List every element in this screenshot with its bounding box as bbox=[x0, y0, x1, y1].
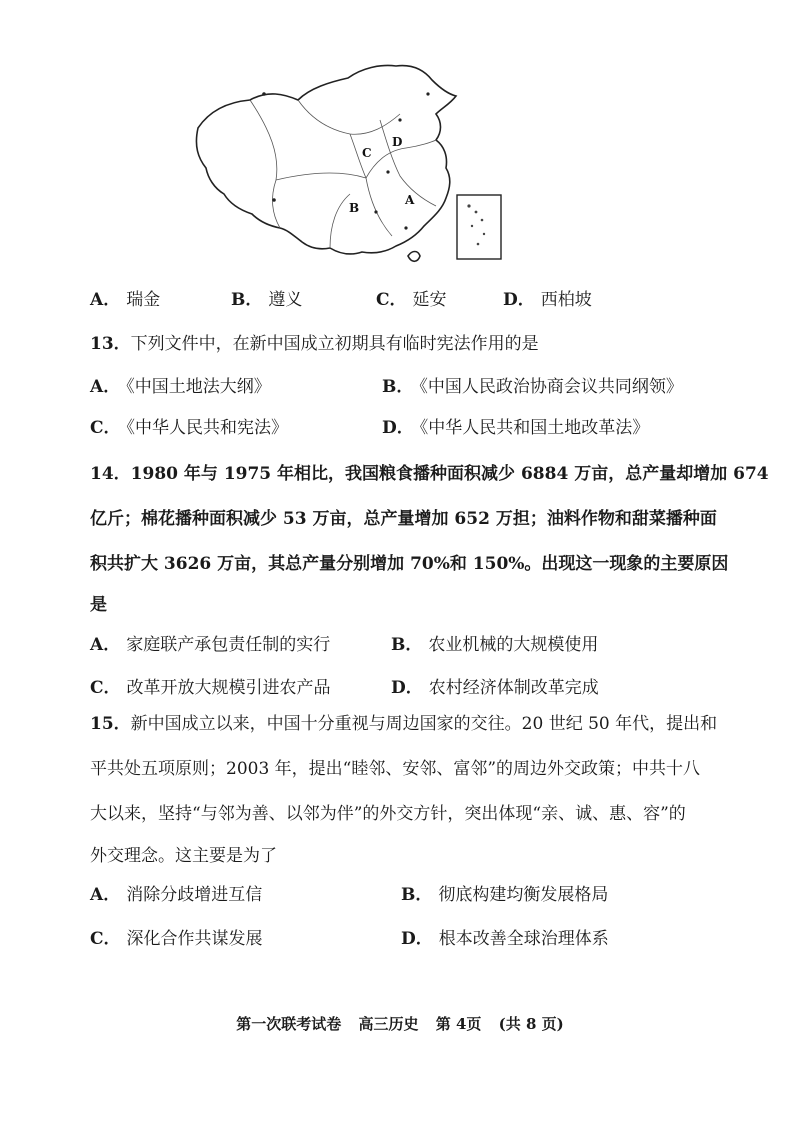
q15-option-a[interactable]: A． 消除分歧增进互信 bbox=[90, 885, 263, 905]
q12-option-a[interactable]: A． 瑞金 bbox=[90, 290, 161, 310]
q15-stem-line-3: 大以来，坚持“与邻为善、以邻为伴”的外交方针，突出体现“亲、诚、惠、容”的 bbox=[90, 804, 686, 824]
footer-exam-title: 第一次联考试卷 bbox=[236, 1015, 342, 1033]
map-label-d: D bbox=[392, 135, 403, 149]
china-outline bbox=[196, 66, 456, 262]
q14-option-d[interactable]: D． 农村经济体制改革完成 bbox=[391, 678, 599, 698]
q12-option-c[interactable]: C． 延安 bbox=[376, 290, 447, 310]
q15-stem-line-2: 平共处五项原则；2003 年，提出“睦邻、安邻、富邻”的周边外交政策；中共十八 bbox=[90, 759, 701, 779]
q14-stem-line-1: 14．1980 年与 1975 年相比，我国粮食播种面积减少 6884 万亩，总产量却增加 674 bbox=[90, 464, 769, 484]
page-footer bbox=[0, 1013, 800, 1034]
q14-option-b[interactable]: B． 农业机械的大规模使用 bbox=[391, 635, 599, 655]
q15-option-c[interactable]: C． 深化合作共谋发展 bbox=[90, 929, 263, 949]
q12-option-d[interactable]: D． 西柏坡 bbox=[503, 290, 592, 310]
q14-stem-line-4: 是 bbox=[90, 595, 107, 615]
map-label-c: C bbox=[362, 146, 372, 160]
map-label-a: A bbox=[405, 193, 415, 207]
q13-option-d[interactable]: D． 《中华人民共和国土地改革法》 bbox=[382, 418, 650, 438]
q14-stem-line-3: 积共扩大 3626 万亩，其总产量分别增加 70%和 150%。出现这一现象的主要原因 bbox=[90, 554, 729, 574]
city-dots bbox=[262, 92, 429, 229]
footer-total-pages: (共 8 页) bbox=[498, 1015, 564, 1033]
q15-stem-line-4: 外交理念。这主要是为了 bbox=[90, 846, 277, 866]
q12-option-b[interactable]: B． 遵义 bbox=[231, 290, 303, 310]
province-borders bbox=[250, 100, 436, 248]
q14-option-c[interactable]: C． 改革开放大规模引进农产品 bbox=[90, 678, 331, 698]
map-label-b: B bbox=[349, 201, 360, 215]
q13-stem: 13．下列文件中，在新中国成立初期具有临时宪法作用的是 bbox=[90, 334, 539, 354]
q13-option-c[interactable]: C． 《中华人民共和宪法》 bbox=[90, 418, 289, 438]
q15-option-b[interactable]: B． 彻底构建均衡发展格局 bbox=[401, 885, 609, 905]
south-china-sea-inset bbox=[457, 195, 501, 259]
q14-stem-line-2: 亿斤；棉花播种面积减少 53 万亩，总产量增加 652 万担；油料作物和甜菜播种面 bbox=[90, 509, 717, 529]
q15-stem-line-1: 15．新中国成立以来，中国十分重视与周边国家的交往。20 世纪 50 年代，提出和 bbox=[90, 714, 718, 734]
china-map-figure bbox=[180, 60, 520, 270]
footer-page-number: 第 4页 bbox=[435, 1015, 482, 1033]
footer-subject: 高三历史 bbox=[358, 1015, 419, 1033]
q15-option-d[interactable]: D． 根本改善全球治理体系 bbox=[401, 929, 609, 949]
q14-option-a[interactable]: A． 家庭联产承包责任制的实行 bbox=[90, 635, 331, 655]
q13-option-b[interactable]: B． 《中国人民政治协商会议共同纲领》 bbox=[382, 377, 683, 397]
q13-option-a[interactable]: A． 《中国土地法大纲》 bbox=[90, 377, 271, 397]
